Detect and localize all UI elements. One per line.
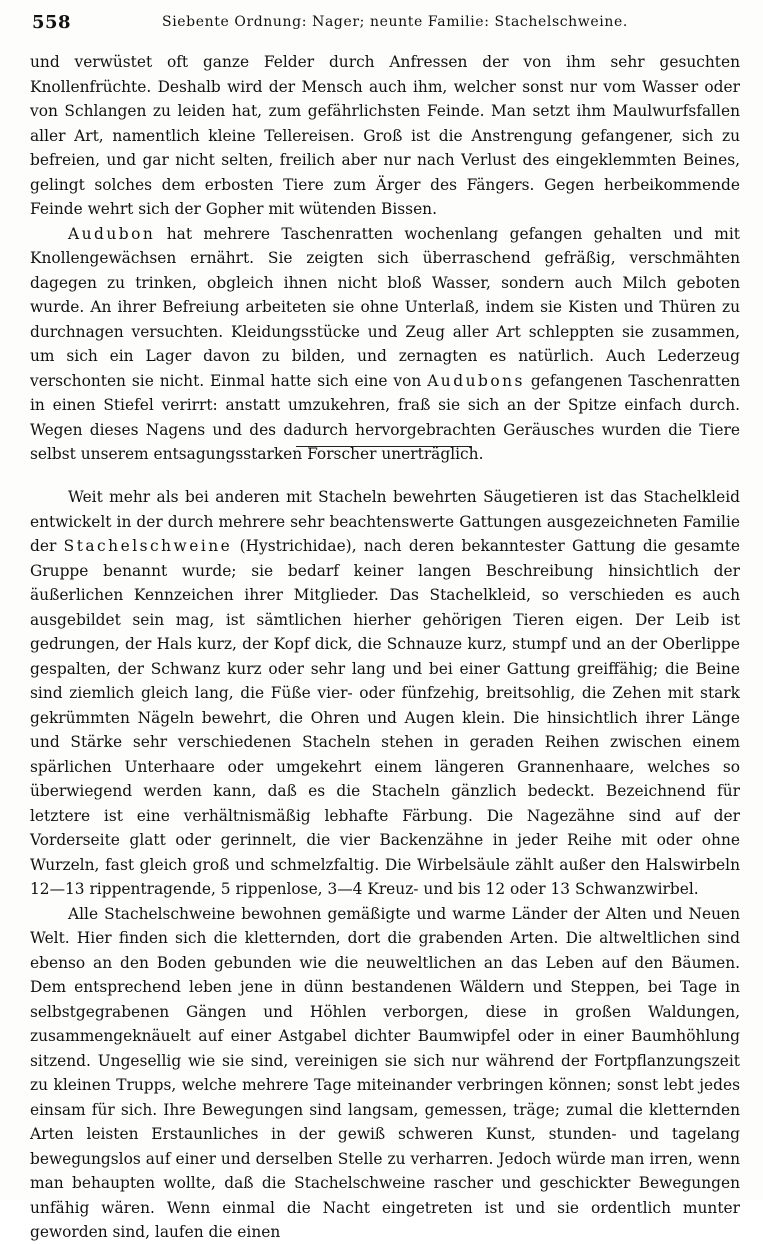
family-latin-name: (Hystrichidae): [232, 537, 352, 555]
paragraph-distribution-habits: Alle Stachelschweine bewohnen gemäßigte und warme Länder der Alten und Neuen Welt. Hier finden sich die kletternden, dort die grabenden Arten. Die altweltlichen sind ebenso an den Boden gebunden wie die neuweltlichen an das Leben auf den Bäumen. Dem entsprechend leben jene in dünn bestandenen Wäldern und Steppen, bei Tage in selbstgegrabenen Gängen und Höhlen verborgen, diese in großen Waldungen, zusammengeknäuelt auf einer Astgabel dichter Baumwipfel oder in einer Baumhöhlung sitzend. Ungesellig wie sie sind, vereinigen sie sich nur während der Fortpflanzungszeit zu kleinen Trupps, welche mehrere Tage miteinander verbringen können; sonst lebt jedes einsam für sich. Ihre Bewegungen sind langsam, gemessen, träge; zumal die kletternden Arten leisten Erstaunliches in der gewiß schweren Kunst, stunden- und tagelang bewegungslos auf einer und derselben Stelle zu verharren. Jedoch würde man irren, wenn man behaupten wollte, daß die Stachelschweine rascher und geschickter Bewegungen unfähig wären. Wenn einmal die Nacht eingetreten ist und sie ordentlich munter geworden sind, laufen die einen: [30, 904, 740, 1241]
section-stachelschweine: [30, 485, 740, 1245]
page-number: 558: [32, 12, 72, 33]
page-header: [32, 12, 738, 36]
author-name-audubon: Audubon: [68, 224, 156, 243]
running-head: Siebente Ordnung: Nager; neunte Familie: Stachelschweine.: [162, 14, 628, 30]
paragraph-text-start: Weit mehr als bei anderen mit Stacheln bewehrten Säugetieren ist das Stachelkleid entwickelt in der durch mehrere sehr beachtenswerte Gattungen ausgezeichneten Familie der: [30, 488, 740, 555]
section-divider: [296, 446, 472, 447]
paragraph-text-rest: , nach deren bekanntester Gattung die gesamte Gruppe benannt wurde; sie bedarf keiner langen Beschreibung hinsichtlich der äußerlichen Kennzeichen ihrer Mitglieder. Das Stachelkleid, so verschieden es auch ausgebildet sein mag, ist sämtlichen hierher gehörigen Tieren eigen. Der Leib ist gedrungen, der Hals kurz, der Kopf dick, die Schnauze kurz, stumpf und an der Oberlippe gespalten, der Schwanz kurz oder sehr lang und bei einer Gattung greiffähig; die Beine sind ziemlich gleich lang, die Füße vier- oder fünfzehig, breitsohlig, die Zehen mit stark gekrümmten Nägeln bewehrt, die Ohren und Augen klein. Die hinsichtlich ihrer Länge und Stärke sehr verschiedenen Stacheln stehen in geraden Reihen zwischen einem spärlichen Unterhaare oder umgekehrt einem längeren Grannenhaare, welches so überwiegend werden kann, daß es die Stacheln gänzlich bedeckt. Bezeichnend für letztere ist eine verhältnismäßig lebhafte Färbung. Die Nagezähne sind auf der Vorderseite glatt oder gerinnelt, die vier Backenzähne in jeder Reihe mit oder ohne Wurzeln, fast gleich groß und schmelzfaltig. Die Wirbelsäule zählt außer den Halswirbeln 12—13 rippentragende, 5 rippenlose, 3—4 Kreuz- und bis 12 oder 13 Schwanzwirbel.: [30, 537, 740, 898]
paragraph-family-description: [30, 485, 740, 902]
paragraph-text-end: gefangenen Taschenratten in einen Stiefel verirrt: anstatt umzukehren, fraß sie sich an der Spitze einfach durch. Wegen dieses Nagens und des dadurch hervorgebrachten Geräusches wurden die Tiere selbst unserem entsagungsstarken Forscher unerträglich.: [30, 371, 740, 463]
paragraph-text-part: hat mehrere Taschenratten wochenlang gefangen gehalten und mit Knollengewächsen ernährt. Sie zeigten sich überraschend gefräßig, verschmähten dagegen zu trinken, obgleich ihnen nicht bloß Wasser, sondern auch Milch geboten wurde. An ihrer Befreiung arbeiteten sie ohne Unterlaß, indem sie Kisten und Thüren zu durchnagen versuchten. Kleidungsstücke und Zeug aller Art schleppten sie zusammen, um sich ein Lager davon zu bilden, und zernagten es natürlich. Auch Lederzeug verschonten sie nicht. Einmal hatte sich eine von: [30, 224, 740, 390]
paragraph-audubon-captives: [30, 222, 740, 467]
paragraph-gopher-enemies: und verwüstet oft ganze Felder durch Anfressen der von ihm sehr gesuchten Knollenfrüchte. Deshalb wird der Mensch auch ihm, welcher sonst nur vom Wasser oder von Schlangen zu leiden hat, zum gefährlichsten Feinde. Man setzt ihm Maulwurfsfallen aller Art, namentlich kleine Tellereisen. Groß ist die Anstrengung gefangener, sich zu befreien, und gar nicht selten, freilich aber nur nach Verlust des eingeklemmten Beines, gelingt solches dem erbosten Tiere zum Ärger des Fängers. Gegen herbeikommende Feinde wehrt sich der Gopher mit wütenden Bissen.: [30, 53, 740, 218]
family-name: Stachelschweine: [63, 537, 233, 555]
section-taschenratten: [30, 50, 740, 467]
author-name-audubons: Audubons: [427, 371, 525, 390]
